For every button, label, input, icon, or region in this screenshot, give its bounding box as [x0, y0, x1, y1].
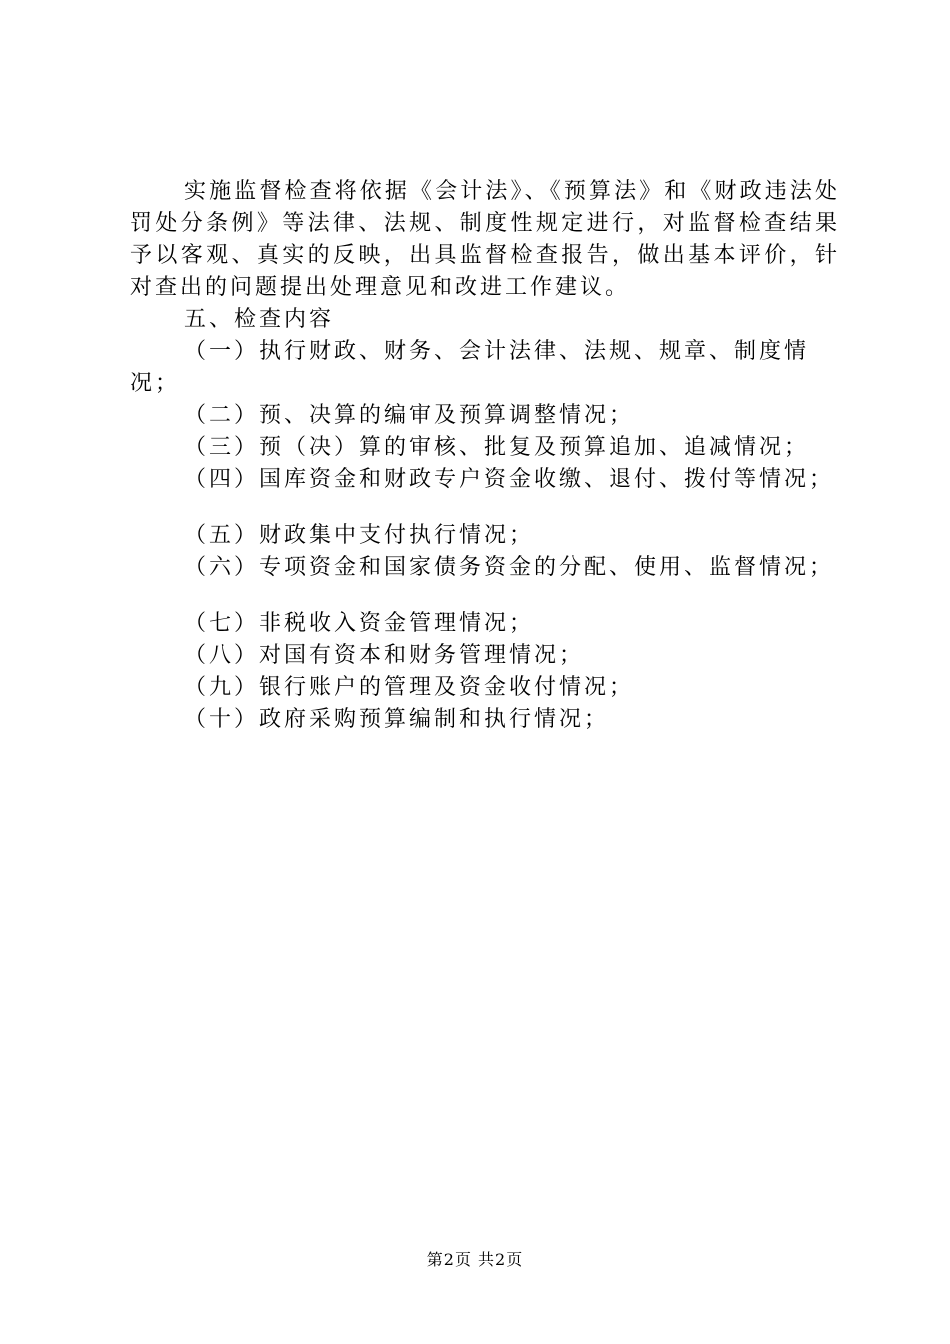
list-item: （四）国库资金和财政专户资金收缴、退付、拨付等情况；	[184, 467, 835, 492]
list-item: （六）专项资金和国家债务资金的分配、使用、监督情况；	[184, 555, 835, 580]
list-item: （七）非税收入资金管理情况；	[184, 611, 535, 636]
list-item: （五）财政集中支付执行情况；	[184, 523, 535, 548]
list-item: （二）预、决算的编审及预算调整情况；	[184, 403, 635, 428]
document-body	[130, 176, 840, 736]
list-item: （一）执行财政、财务、会计法律、法规、规章、制度情况；	[130, 339, 810, 396]
list-item: （八）对国有资本和财务管理情况；	[184, 643, 585, 668]
page-footer: 第2页 共2页	[426, 1250, 524, 1269]
section-heading: 五、检查内容	[184, 307, 335, 332]
intro-paragraph: 实施监督检查将依据《会计法》、《预算法》和《财政违法处罚处分条例》等法律、法规、制度性规定进行，对监督检查结果予以客观、真实的反映，出具监督检查报告，做出基本评价，针对查出的问题提出处理意见和改进工作建议。	[130, 179, 840, 300]
list-item: （三）预（决）算的审核、批复及预算追加、追减情况；	[184, 435, 810, 460]
list-item: （九）银行账户的管理及资金收付情况；	[184, 675, 635, 700]
list-item: （十）政府采购预算编制和执行情况；	[184, 707, 610, 732]
